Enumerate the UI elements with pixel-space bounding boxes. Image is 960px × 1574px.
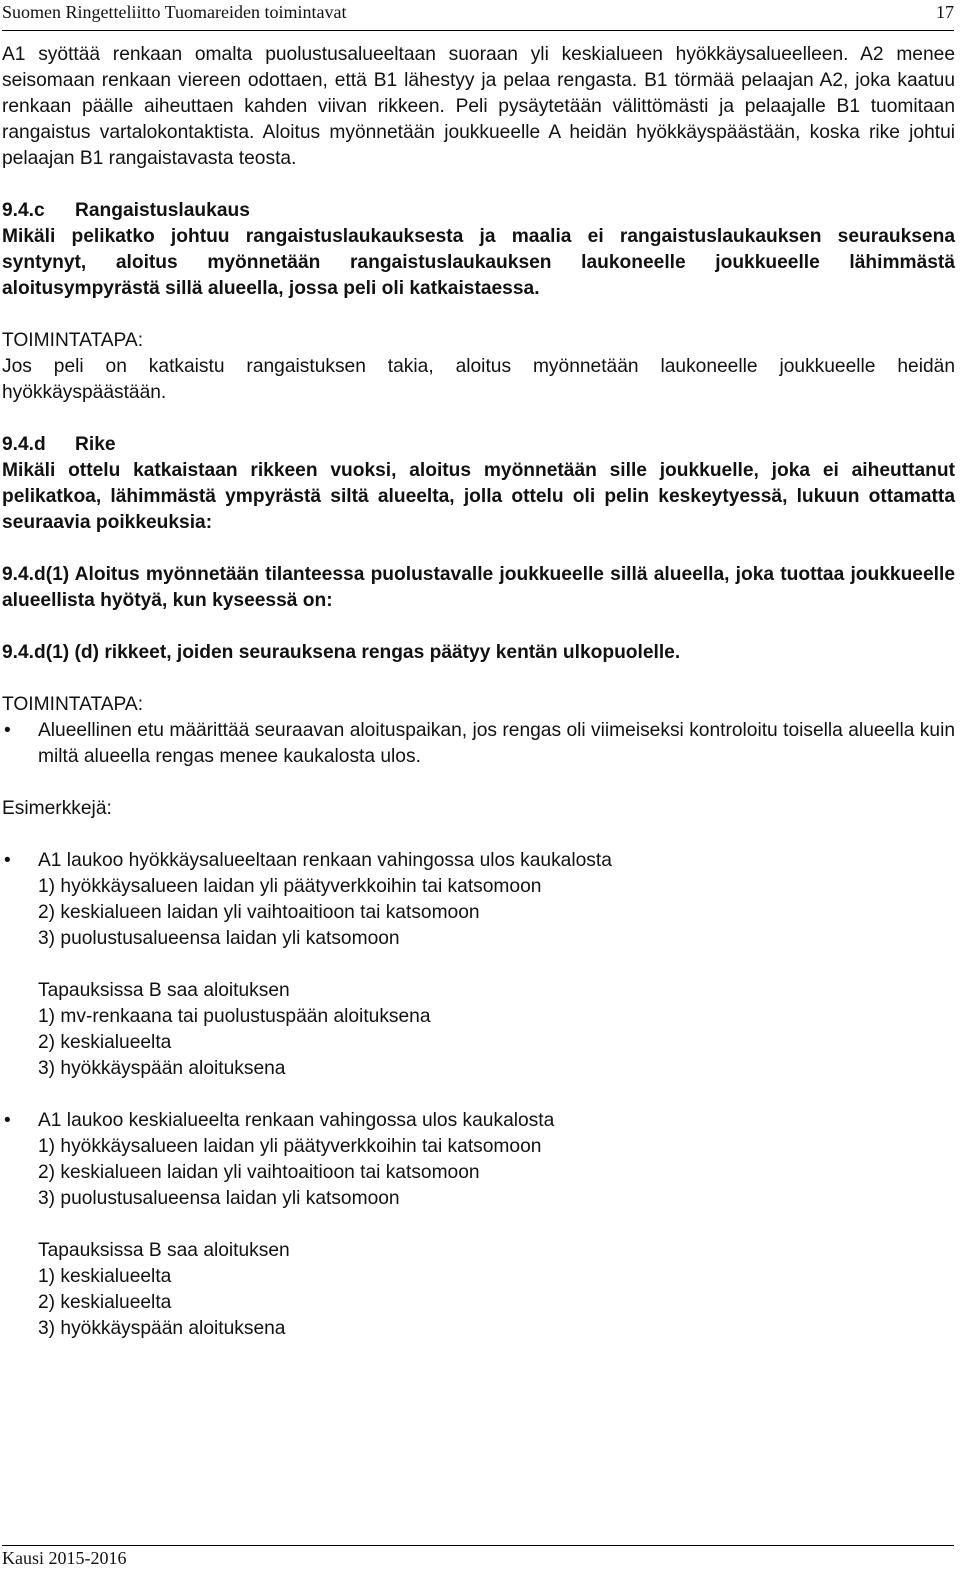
document-body xyxy=(2,42,955,1342)
example-2-item: 1) hyökkäysalueen laidan yli päätyverkkoihin tai katsomoon xyxy=(38,1136,542,1157)
section-number: 9.4.c xyxy=(2,200,45,221)
procedure-text-c: Jos peli on katkaistu rangaistuksen takia, aloitus myönnetään laukoneelle joukkueelle heidän hyökkäyspäästään. xyxy=(2,356,955,403)
page-header xyxy=(2,2,954,28)
example-1-title: • A1 laukoo hyökkäysalueeltaan renkaan vahingossa ulos kaukalosta xyxy=(2,848,955,874)
header-divider xyxy=(2,30,954,31)
section-heading-d xyxy=(2,432,955,458)
example-2-b-item: 2) keskialueelta xyxy=(38,1292,172,1313)
section-heading-c xyxy=(2,198,955,224)
example-1-item: 1) hyökkäysalueen laidan yli päätyverkkoihin tai katsomoon xyxy=(38,876,542,897)
example-2-b-item: 3) hyökkäyspään aloituksena xyxy=(38,1318,286,1339)
rule-d1d: 9.4.d(1) (d) rikkeet, joiden seurauksena rengas päätyy kentän ulkopuolelle. xyxy=(2,642,681,663)
example-1-b-item: 1) mv-renkaana tai puolustuspään aloituksena xyxy=(38,1006,431,1027)
section-title: Rangaistuslaukaus xyxy=(75,200,250,221)
procedure-label-d: TOIMINTATAPA: xyxy=(2,694,144,715)
footer-divider xyxy=(2,1545,954,1546)
example-2-b-item: 1) keskialueelta xyxy=(38,1266,172,1287)
procedure-bullet-d: • Alueellinen etu määrittää seuraavan aloituspaikan, jos rengas oli viimeiseksi kontroloitu toisella alueella kuin miltä alueella rengas menee kaukalosta ulos. xyxy=(2,718,955,770)
procedure-label-c: TOIMINTATAPA: xyxy=(2,330,144,351)
examples-label: Esimerkkejä: xyxy=(2,798,112,819)
page-footer: Kausi 2015-2016 xyxy=(2,1548,127,1568)
example-1-item: 3) puolustusalueensa laidan yli katsomoon xyxy=(38,928,400,949)
header-title: Suomen Ringetteliitto Tuomareiden toimintavat xyxy=(2,2,347,22)
section-title: Rike xyxy=(75,434,116,455)
page-number: 17 xyxy=(936,2,954,22)
example-2-b-title: Tapauksissa B saa aloituksen xyxy=(38,1240,290,1261)
intro-paragraph: A1 syöttää renkaan omalta puolustusalueeltaan suoraan yli keskialueen hyökkäysalueelleen. A2 menee seisomaan renkaan viereen odottaen, että B1 lähestyy ja pelaa rengasta. B1 törmää pelaajan A2, joka kaatuu renkaan päälle aiheuttaen kahden viivan rikkeen. Peli pysäytetään välittömästi ja pelaajalle B1 tuomitaan rangaistus vartalokontaktista. Aloitus myönnetään joukkueelle A heidän hyökkäyspäästään, koska rike johtui pelaajan B1 rangaistavasta teosta. xyxy=(2,44,955,169)
rule-paragraph-d: Mikäli ottelu katkaistaan rikkeen vuoksi, aloitus myönnetään sille joukkuelle, joka ei aiheuttanut pelikatkoa, lähimmästä ympyrästä siltä alueelta, jolla ottelu oli pelin keskeytyessä, lukuun ottamatta seuraavia poikkeuksia: xyxy=(2,460,955,533)
example-2-item: 2) keskialueen laidan yli vaihtoaitioon tai katsomoon xyxy=(38,1162,480,1183)
example-2-title: • A1 laukoo keskialueelta renkaan vahingossa ulos kaukalosta xyxy=(2,1108,955,1134)
example-1-b-title: Tapauksissa B saa aloituksen xyxy=(38,980,290,1001)
example-1-item: 2) keskialueen laidan yli vaihtoaitioon tai katsomoon xyxy=(38,902,480,923)
example-2-item: 3) puolustusalueensa laidan yli katsomoon xyxy=(38,1188,400,1209)
example-1-b-item: 2) keskialueelta xyxy=(38,1032,172,1053)
rule-paragraph-c: Mikäli pelikatko johtuu rangaistuslaukauksesta ja maalia ei rangaistuslaukauksen seurauksena syntynyt, aloitus myönnetään rangaistuslaukauksen laukoneelle joukkueelle lähimmästä aloitusympyrästä sillä alueella, jossa peli oli katkaistaessa. xyxy=(2,226,955,299)
section-number: 9.4.d xyxy=(2,434,46,455)
rule-d1: 9.4.d(1) Aloitus myönnetään tilanteessa puolustavalle joukkueelle sillä alueella, joka tuottaa joukkueelle alueellista hyötyä, kun kyseessä on: xyxy=(2,564,955,611)
example-1-b-item: 3) hyökkäyspään aloituksena xyxy=(38,1058,286,1079)
